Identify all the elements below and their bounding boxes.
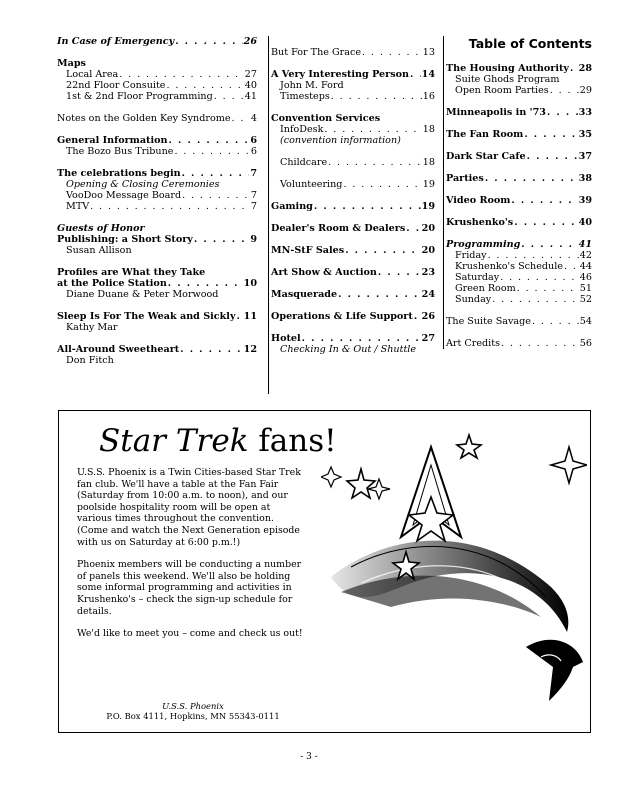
toc-leader-dots — [169, 135, 250, 146]
toc-leader-dots — [547, 107, 578, 118]
toc-entry — [57, 80, 257, 91]
toc-entry — [271, 311, 435, 322]
toc-entry — [446, 173, 592, 184]
toc-leader-dots — [324, 124, 421, 135]
toc-leader-dots — [338, 289, 421, 300]
toc-page-number: 7 — [250, 190, 257, 201]
toc-entry — [271, 113, 435, 124]
toc-entry — [271, 344, 435, 355]
toc-leader-dots — [485, 173, 578, 184]
toc-leader-dots — [527, 151, 578, 162]
toc-page-number: 46 — [579, 272, 592, 283]
toc-page-number: 56 — [579, 338, 592, 349]
toc-entry — [446, 250, 592, 261]
toc-entry — [271, 245, 435, 256]
toc-entry-title: MN-StF Sales — [271, 245, 345, 256]
toc-entry-title: Art Credits — [446, 338, 501, 349]
toc-entry — [271, 124, 435, 135]
toc-entry — [57, 36, 257, 47]
toc-page-number: 19 — [421, 201, 435, 212]
toc-page-number: 35 — [578, 129, 592, 140]
toc-entry — [57, 344, 257, 355]
toc-entry — [446, 195, 592, 206]
toc-page-number: 27 — [244, 69, 257, 80]
toc-page-number: 7 — [250, 168, 257, 179]
ad-paragraph: U.S.S. Phoenix is a Twin Cities-based Star Trek fan club. We'll have a table at the Fan Fair (Saturday from 10:00 a.m. to noon), and our poolside hospitality room will be open at various times throughout the convention. (Come and watch the Next Generation episode with us on Saturday at 6:00 p.m.!) — [77, 467, 301, 548]
toc-entry-title: In Case of Emergency — [57, 36, 175, 47]
toc-page-number: 9 — [250, 234, 257, 245]
toc-entry-title: Saturday — [455, 272, 500, 283]
toc-entry-title: The Bozo Bus Tribune — [66, 146, 174, 157]
ad-address-name: U.S.S. Phoenix — [162, 701, 224, 711]
toc-leader-dots — [119, 69, 244, 80]
toc-entry-title: General Information — [57, 135, 168, 146]
toc-entry-title: (convention information) — [280, 135, 401, 146]
toc-entry-title: Video Room — [446, 195, 511, 206]
ad-paragraph: We'd like to meet you – come and check us out! — [77, 628, 303, 640]
toc-page-number: 40 — [244, 80, 257, 91]
toc-entry — [57, 58, 257, 69]
toc-entry-title: Diane Duane & Peter Morwood — [66, 289, 219, 300]
toc-entry — [57, 289, 257, 300]
toc-entry-title: Guests of Honor — [57, 223, 145, 234]
toc-entry-title: Convention Services — [271, 113, 381, 124]
toc-entry — [57, 113, 257, 124]
toc-page-number: 44 — [579, 261, 592, 272]
toc-leader-dots — [564, 261, 579, 272]
toc-leader-dots — [492, 294, 579, 305]
toc-leader-dots — [362, 47, 422, 58]
toc-leader-dots — [331, 91, 422, 102]
toc-entry-title: Local Area — [66, 69, 119, 80]
toc-page-number: 4 — [250, 113, 257, 124]
toc-entry — [271, 223, 435, 234]
toc-entry-title: Hotel — [271, 333, 301, 344]
toc-entry — [57, 179, 257, 190]
toc-entry — [57, 355, 257, 366]
toc-page-number: 14 — [421, 69, 435, 80]
page-number: - 3 - — [300, 752, 318, 762]
toc-entry-title: John M. Ford — [280, 80, 344, 91]
toc-entry-title: Opening & Closing Ceremonies — [66, 179, 220, 190]
toc-entry — [446, 85, 592, 96]
toc-page-number: 6 — [250, 135, 257, 146]
ad-address — [77, 701, 309, 721]
toc-column-1 — [57, 36, 257, 366]
toc-entry-title: The celebrations begin — [57, 168, 181, 179]
toc-entry — [446, 107, 592, 118]
toc-leader-dots — [214, 91, 244, 102]
toc-page-number: 33 — [578, 107, 592, 118]
toc-page-number: 41 — [244, 91, 257, 102]
toc-entry — [271, 201, 435, 212]
toc-leader-dots — [410, 69, 421, 80]
toc-entry — [57, 135, 257, 146]
toc-page-number: 51 — [579, 283, 592, 294]
toc-entry-title: A Very Interesting Person — [271, 69, 409, 80]
toc-page-number: 6 — [250, 146, 257, 157]
toc-leader-dots — [378, 267, 421, 278]
toc-leader-dots — [501, 338, 579, 349]
toc-page-number: 29 — [579, 85, 592, 96]
ad-address-line: P.O. Box 4111, Hopkins, MN 55343-0111 — [106, 711, 280, 721]
toc-page-number: 16 — [422, 91, 435, 102]
toc-entry — [271, 267, 435, 278]
toc-leader-dots — [488, 250, 579, 261]
toc-entry — [57, 267, 257, 278]
toc-entry-title: Kathy Mar — [66, 322, 118, 333]
toc-entry-title: But For The Grace — [271, 47, 362, 58]
toc-leader-dots — [550, 85, 579, 96]
toc-leader-dots — [345, 245, 420, 256]
toc-entry-title: Dark Star Cafe — [446, 151, 526, 162]
toc-leader-dots — [175, 36, 242, 47]
toc-leader-dots — [517, 283, 579, 294]
toc-entry — [446, 217, 592, 228]
toc-leader-dots — [532, 316, 579, 327]
toc-leader-dots — [414, 311, 421, 322]
toc-entry — [57, 91, 257, 102]
toc-entry — [446, 338, 592, 349]
toc-leader-dots — [343, 179, 421, 190]
toc-entry — [446, 294, 592, 305]
toc-entry-title: Art Show & Auction — [271, 267, 377, 278]
toc-entry — [446, 316, 592, 327]
toc-page-number: 37 — [578, 151, 592, 162]
toc-page-number: 40 — [578, 217, 592, 228]
starship-art — [321, 417, 587, 727]
toc-entry — [446, 283, 592, 294]
toc-entry — [271, 157, 435, 168]
toc-page-number: 19 — [422, 179, 435, 190]
toc-page-number: 26 — [421, 311, 435, 322]
ad-body — [77, 467, 307, 651]
toc-entry-title: Timesteps — [280, 91, 330, 102]
toc-entry-title: All-Around Sweetheart — [57, 344, 180, 355]
toc-page-number: 24 — [421, 289, 435, 300]
toc-leader-dots — [167, 80, 244, 91]
toc-entry — [57, 322, 257, 333]
toc-entry — [446, 63, 592, 74]
toc-entry — [57, 311, 257, 322]
toc-leader-dots — [514, 217, 577, 228]
toc-entry-title: Krushenko's Schedule — [455, 261, 563, 272]
toc-entry — [271, 69, 435, 80]
toc-entry-title: Operations & Life Support — [271, 311, 413, 322]
ad-title: Star Trek fans! — [99, 423, 337, 459]
page-title: Table of Contents — [468, 36, 592, 51]
toc-entry-title: Maps — [57, 58, 86, 69]
toc-column-2 — [268, 36, 435, 394]
toc-leader-dots — [302, 333, 421, 344]
toc-entry-title: at the Police Station — [57, 278, 167, 289]
toc-column-3 — [443, 36, 592, 349]
toc-entry — [57, 223, 257, 234]
toc-entry — [57, 245, 257, 256]
toc-page-number: 38 — [578, 173, 592, 184]
toc-entry — [271, 333, 435, 344]
toc-leader-dots — [232, 113, 250, 124]
toc-leader-dots — [237, 311, 243, 322]
toc-entry-title: Publishing: a Short Story — [57, 234, 193, 245]
toc-entry-title: The Suite Savage — [446, 316, 531, 327]
toc-entry-title: Masquerade — [271, 289, 338, 300]
toc-page-number: 18 — [422, 157, 435, 168]
toc-entry-title: Parties — [446, 173, 484, 184]
toc-page-number: 41 — [578, 239, 592, 250]
toc-entry-title: Suite Ghods Program — [455, 74, 560, 85]
toc-entry-title: Krushenko's — [446, 217, 514, 228]
toc-entry — [446, 239, 592, 250]
toc-leader-dots — [182, 168, 250, 179]
toc-entry — [446, 272, 592, 283]
toc-entry — [57, 168, 257, 179]
toc-page-number: 11 — [243, 311, 257, 322]
toc-entry-title: MTV — [66, 201, 90, 212]
toc-entry — [57, 146, 257, 157]
toc-entry-title: Profiles are What they Take — [57, 267, 206, 278]
toc-leader-dots — [174, 146, 249, 157]
toc-page-number: 42 — [579, 250, 592, 261]
toc-leader-dots — [328, 157, 422, 168]
toc-page-number: 26 — [243, 36, 257, 47]
toc-leader-dots — [524, 129, 577, 140]
toc-entry-title: VooDoo Message Board — [66, 190, 182, 201]
toc-entry-title: Minneapolis in '73 — [446, 107, 546, 118]
toc-entry-title: Sleep Is For The Weak and Sickly — [57, 311, 236, 322]
toc-entry — [271, 91, 435, 102]
toc-entry-title: 22nd Floor Consuite — [66, 80, 166, 91]
toc-entry-title: Gaming — [271, 201, 313, 212]
toc-entry-title: Friday — [455, 250, 487, 261]
toc-entry-title: Programming — [446, 239, 521, 250]
toc-page-number: 18 — [422, 124, 435, 135]
toc-entry — [271, 47, 435, 58]
toc-entry-title: Checking In & Out / Shuttle — [280, 344, 417, 355]
toc-leader-dots — [314, 201, 421, 212]
toc-entry-title: InfoDesk — [280, 124, 324, 135]
toc-leader-dots — [521, 239, 577, 250]
toc-leader-dots — [180, 344, 242, 355]
toc-leader-dots — [570, 63, 578, 74]
toc-leader-dots — [182, 190, 250, 201]
toc-entry — [271, 179, 435, 190]
toc-page-number: 23 — [421, 267, 435, 278]
toc-page-number: 54 — [579, 316, 592, 327]
toc-entry — [57, 69, 257, 80]
toc-entry — [446, 74, 592, 85]
toc-page-number: 39 — [578, 195, 592, 206]
toc-entry-title: Dealer's Room & Dealers — [271, 223, 406, 234]
toc-page-number: 12 — [243, 344, 257, 355]
toc-entry — [271, 289, 435, 300]
toc-page-number: 13 — [422, 47, 435, 58]
toc-entry-title: Green Room — [455, 283, 516, 294]
toc-page-number: 20 — [421, 245, 435, 256]
toc-leader-dots — [168, 278, 243, 289]
toc-page-number: 20 — [421, 223, 435, 234]
toc-leader-dots — [406, 223, 420, 234]
toc-leader-dots — [194, 234, 249, 245]
toc-entry-title: Open Room Parties — [455, 85, 549, 96]
toc-entry — [57, 278, 257, 289]
toc-page-number: 28 — [578, 63, 592, 74]
toc-entry — [446, 151, 592, 162]
toc-entry-title: Susan Allison — [66, 245, 132, 256]
toc-entry-title: 1st & 2nd Floor Programming — [66, 91, 213, 102]
toc-leader-dots — [511, 195, 577, 206]
toc-entry — [446, 261, 592, 272]
toc-entry — [271, 135, 435, 146]
toc-leader-dots — [500, 272, 579, 283]
toc-entry-title: The Fan Room — [446, 129, 524, 140]
toc-entry — [57, 234, 257, 245]
toc-entry-title: Sunday — [455, 294, 492, 305]
toc-entry-title: Notes on the Golden Key Syndrome — [57, 113, 231, 124]
ad-paragraph: Phoenix members will be conducting a number of panels this weekend. We'll also be holding some informal programming and activities in Krushenko's – check the sign-up schedule for details. — [77, 559, 302, 617]
toc-entry-title: Childcare — [280, 157, 328, 168]
toc-entry — [57, 190, 257, 201]
toc-page-number: 7 — [250, 201, 257, 212]
toc-page-number: 52 — [579, 294, 592, 305]
toc-entry-title: The Housing Authority — [446, 63, 569, 74]
toc-entry-title: Don Fitch — [66, 355, 114, 366]
toc-entry-title: Volunteering — [280, 179, 343, 190]
star-trek-ad — [58, 410, 591, 733]
toc-leader-dots — [90, 201, 250, 212]
toc-page-number: 10 — [243, 278, 257, 289]
toc-entry — [446, 129, 592, 140]
toc-entry — [57, 201, 257, 212]
toc-entry — [271, 80, 435, 91]
toc-page-number: 27 — [421, 333, 435, 344]
